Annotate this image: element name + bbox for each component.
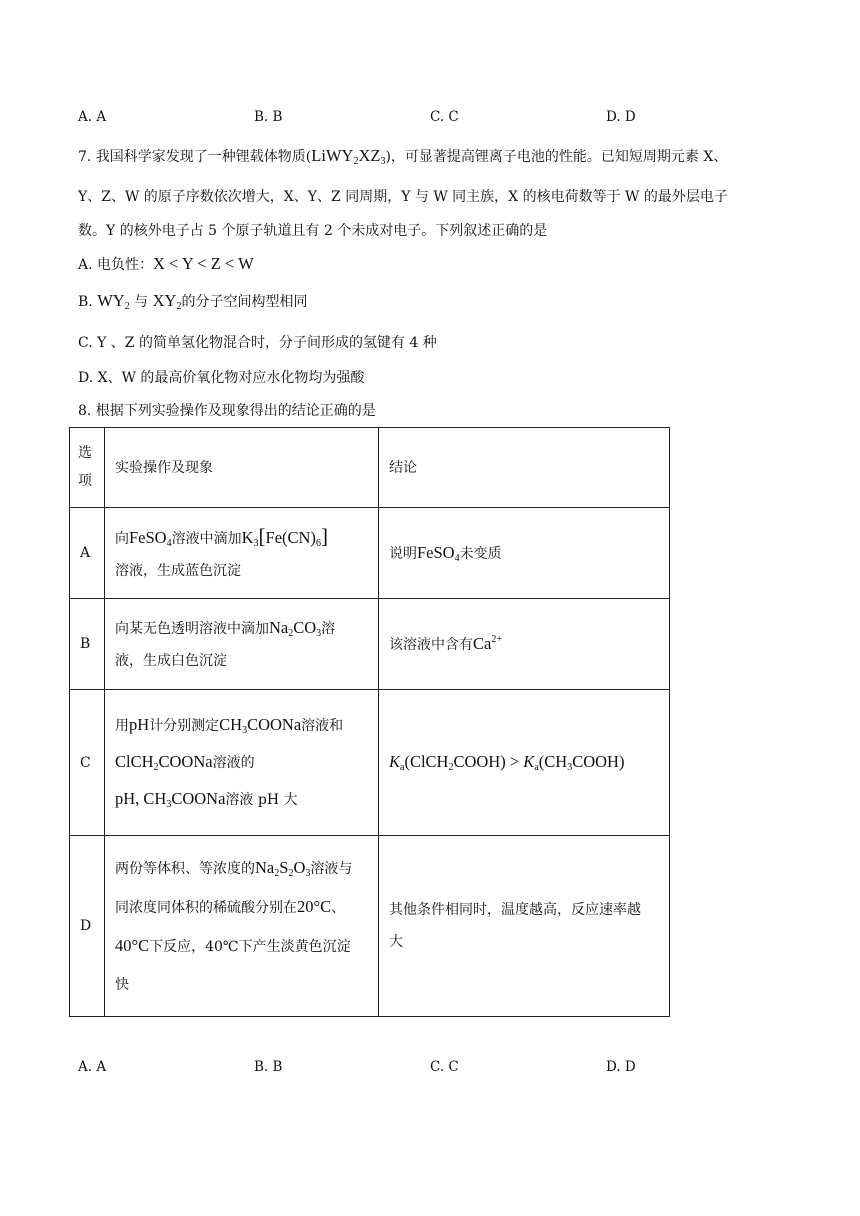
q6-option-a: A. A bbox=[78, 109, 107, 125]
q7-stem-line1: 7. 我国科学家发现了一种锂载体物质$(LiWY_2XZ_3)$，可显著提高锂离子电池的性能。已知短周期元素 X、 bbox=[78, 146, 728, 167]
q8-option-c: C. C bbox=[430, 1059, 459, 1075]
row-operation: 向某无色透明溶液中滴加$Na_2CO_3$溶 液，生成白色沉淀 bbox=[105, 599, 379, 690]
q7-stem-line2: Y、Z、W 的原子序数依次增大，X、Y、Z 同周期，Y 与 W 同主族，X 的核电荷数等于 W 的最外层电子 bbox=[78, 189, 728, 205]
row-label: D bbox=[70, 836, 105, 1017]
row-conclusion: 其他条件相同时，温度越高，反应速率越 大 bbox=[379, 836, 670, 1017]
q7-formula: $LiWY_2XZ_3$ bbox=[311, 146, 386, 167]
q6-option-d: D. D bbox=[606, 109, 636, 125]
q8-option-a: A. A bbox=[78, 1059, 107, 1075]
table-row-d bbox=[70, 836, 670, 1017]
row-label: A bbox=[70, 508, 105, 599]
header-conclusion: 结论 bbox=[379, 428, 670, 508]
table-header-row bbox=[70, 428, 670, 508]
row-operation: 用pH计分别测定$CH_3COONa$溶液和 ClCH$_2$COONa溶液的 pH, $CH_3COONa$溶液 pH 大 bbox=[105, 690, 379, 836]
q8-option-b: B. B bbox=[254, 1059, 283, 1075]
row-operation: 两份等体积、等浓度的$Na_2S_2O_3$溶液与 同浓度同体积的稀硫酸分别在20°C、 40°C下反应，40℃下产生淡黄色沉淀 快 bbox=[105, 836, 379, 1017]
q6-option-c: C. C bbox=[430, 109, 459, 125]
q8-stem: 8. 根据下列实验操作及现象得出的结论正确的是 bbox=[78, 403, 376, 419]
row-conclusion: $K_a(ClCH_2COOH)$ > $K_a(CH_3COOH)$ bbox=[379, 690, 670, 836]
header-operation: 实验操作及现象 bbox=[105, 428, 379, 508]
row-label: B bbox=[70, 599, 105, 690]
row-operation: 向FeSO$_4$溶液中滴加$K_3[Fe(CN)_6]$ 溶液，生成蓝色沉淀 bbox=[105, 508, 379, 599]
header-option: 选 项 bbox=[70, 428, 105, 508]
q6-option-b: B. B bbox=[254, 109, 283, 125]
table-row-c bbox=[70, 690, 670, 836]
q7-option-b: B. $WY_2$ 与 $XY_2$的分子空间构型相同 bbox=[78, 291, 308, 312]
q8-option-d: D. D bbox=[606, 1059, 636, 1075]
table-row-a bbox=[70, 508, 670, 599]
table-row-b bbox=[70, 599, 670, 690]
row-conclusion: 说明FeSO$_4$未变质 bbox=[379, 508, 670, 599]
row-label: C bbox=[70, 690, 105, 836]
q8-experiment-table bbox=[69, 427, 670, 1017]
q7-option-a: A. 电负性：X < Y < Z < W bbox=[78, 254, 254, 273]
row-conclusion: 该溶液中含有$Ca^{2+}$ bbox=[379, 599, 670, 690]
q7-option-d: D. X、W 的最高价氧化物对应水化物均为强酸 bbox=[78, 370, 365, 386]
q7-stem-line3: 数。Y 的核外电子占 5 个原子轨道且有 2 个未成对电子。下列叙述正确的是 bbox=[78, 223, 548, 239]
q7-option-c: C. Y 、Z 的简单氢化物混合时，分子间形成的氢键有 4 种 bbox=[78, 335, 437, 351]
